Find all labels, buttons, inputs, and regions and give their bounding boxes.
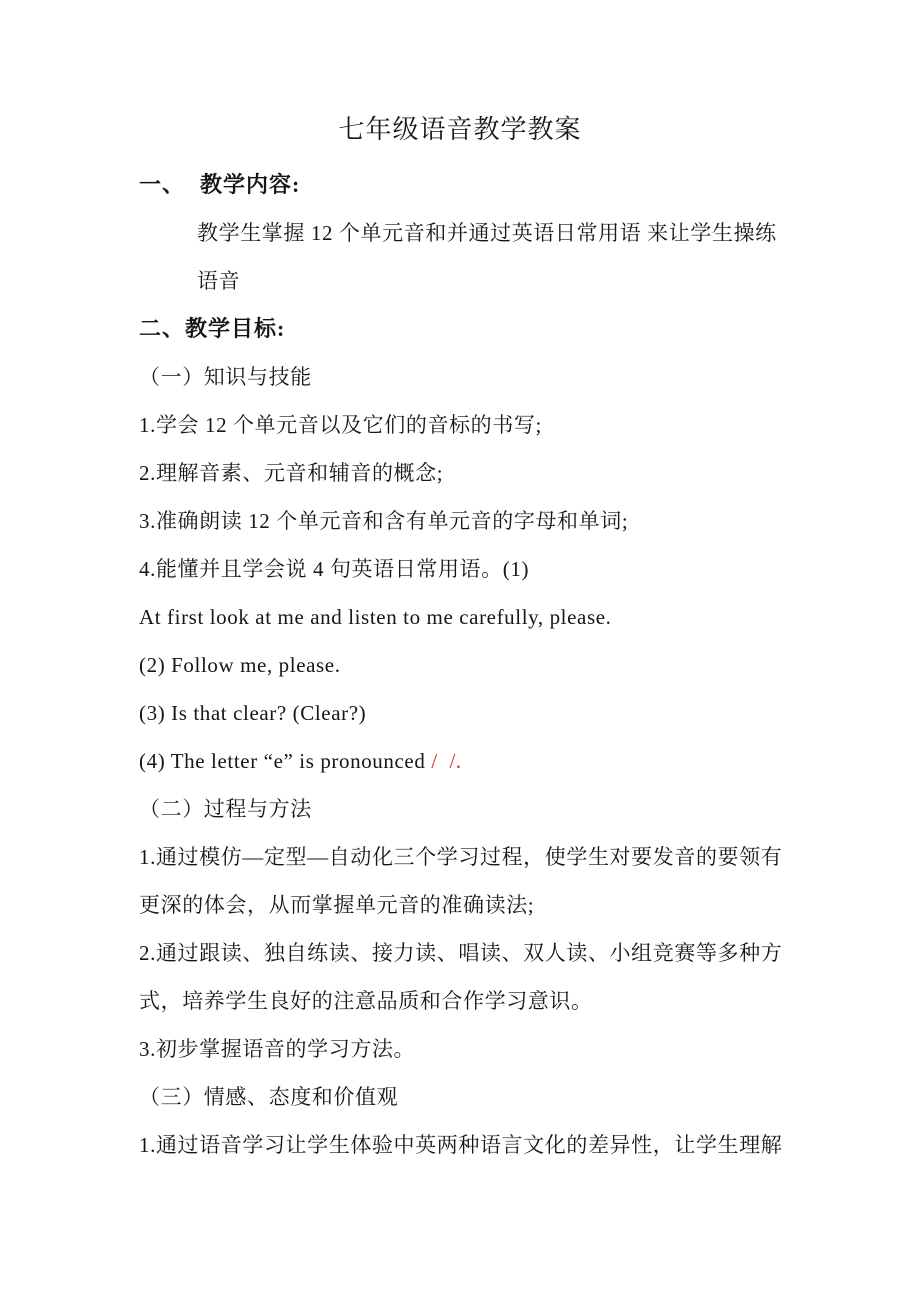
text-segment: 教学内容:	[200, 172, 301, 197]
objective-item-1	[139, 408, 839, 456]
text-segment: 4.能懂并且学会说 4 句英语日常用语。(1)	[139, 557, 530, 581]
section1-body-line1	[139, 216, 839, 264]
text-segment: At first look at me and listen to me carefully, please.	[139, 605, 612, 629]
subsection-heading-emotion-attitude-values	[139, 1080, 839, 1128]
english-sentence-1	[139, 600, 839, 648]
text-segment: (4) The letter “e” is pronounced	[139, 749, 432, 773]
text-segment: 更深的体会，从而掌握单元音的准确读法;	[139, 893, 535, 917]
text-segment: (2) Follow me, please.	[139, 653, 341, 677]
values-item-1-line1	[139, 1128, 839, 1176]
text-segment: （一）知识与技能	[139, 365, 312, 389]
english-sentence-4	[139, 744, 839, 792]
english-sentence-2	[139, 648, 839, 696]
section1-body-line2	[139, 264, 839, 312]
section2-heading	[139, 312, 839, 360]
text-segment: 3.初步掌握语音的学习方法。	[139, 1037, 416, 1061]
text-segment: 3.准确朗读 12 个单元音和含有单元音的字母和单词;	[139, 509, 629, 533]
method-item-3	[139, 1032, 839, 1080]
objective-item-4	[139, 552, 839, 600]
section1-heading	[139, 168, 839, 216]
method-item-1-line1	[139, 840, 839, 888]
text-segment: （二）过程与方法	[139, 797, 312, 821]
text-segment: 1.通过模仿—定型—自动化三个学习过程，使学生对要发音的要领有	[139, 845, 783, 869]
document-title: 七年级语音教学教案	[338, 115, 582, 144]
document-body	[139, 168, 839, 1176]
text-segment: 2.通过跟读、独自练读、接力读、唱读、双人读、小组竞赛等多种方	[139, 941, 783, 965]
subsection-heading-knowledge-skills	[139, 360, 839, 408]
objective-item-2	[139, 456, 839, 504]
phonetic-notation-red-text: / /.	[431, 749, 462, 773]
method-item-1-line2	[139, 888, 839, 936]
text-segment: (3) Is that clear? (Clear?)	[139, 701, 367, 725]
subsection-heading-process-method	[139, 792, 839, 840]
text-segment: 1.学会 12 个单元音以及它们的音标的书写;	[139, 413, 542, 437]
text-segment: 2.理解音素、元音和辅音的概念;	[139, 461, 444, 485]
text-segment: 一、	[139, 172, 186, 197]
text-segment: 二、	[139, 316, 186, 341]
objective-item-3	[139, 504, 839, 552]
text-segment: （三）情感、态度和价值观	[139, 1085, 399, 1109]
method-item-2-line1	[139, 936, 839, 984]
method-item-2-line2	[139, 984, 839, 1032]
text-segment: 教学生掌握 12 个单元音和并通过英语日常用语 来让学生操练	[197, 221, 777, 245]
english-sentence-3	[139, 696, 839, 744]
text-segment: 语音	[197, 269, 241, 293]
text-segment: 教学目标:	[185, 316, 286, 341]
text-segment: 1.通过语音学习让学生体验中英两种语言文化的差异性，让学生理解	[139, 1133, 783, 1157]
text-segment: 式，培养学生良好的注意品质和合作学习意识。	[139, 989, 593, 1013]
